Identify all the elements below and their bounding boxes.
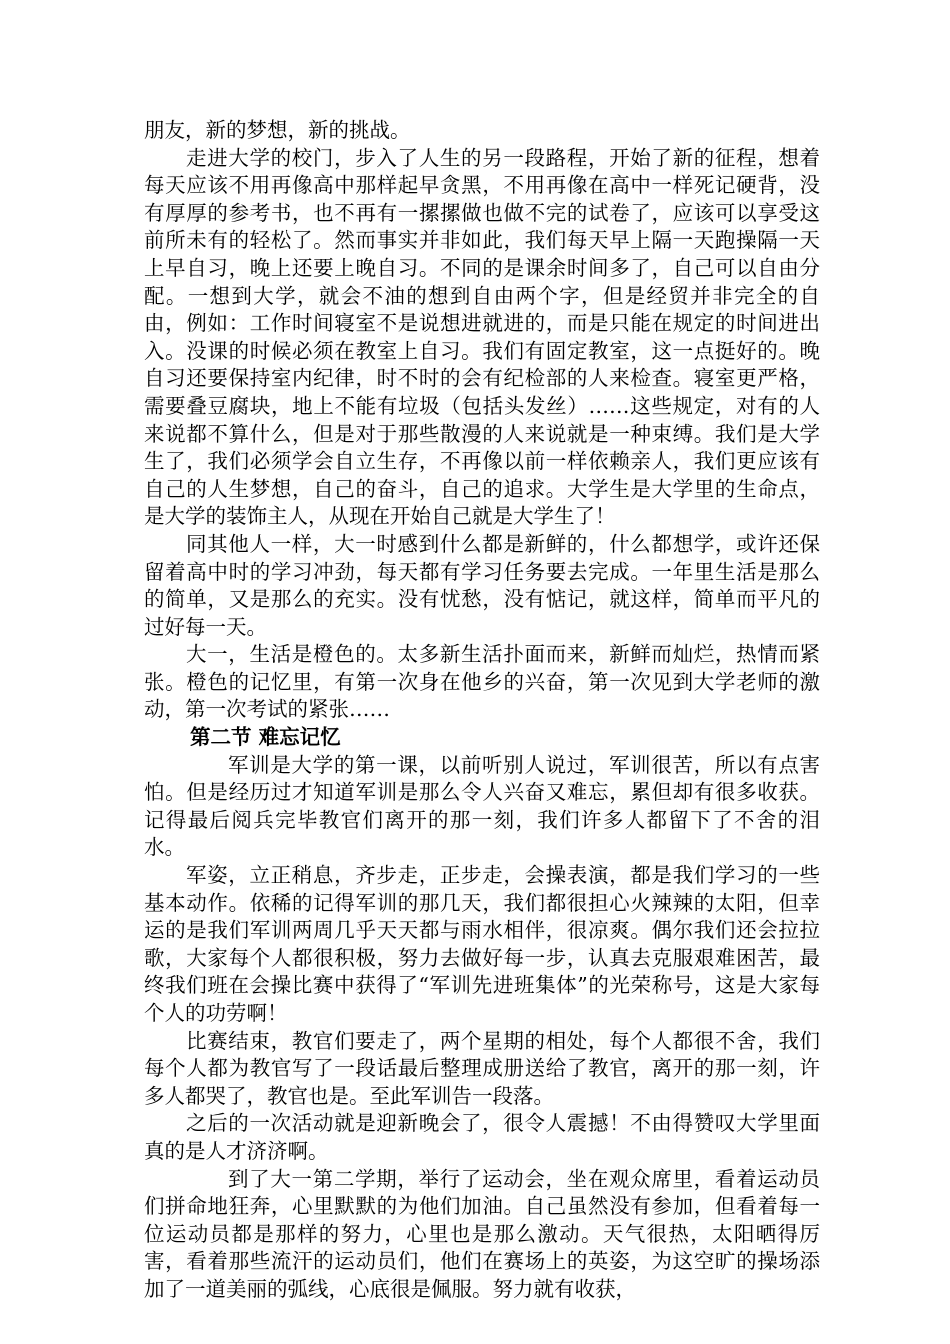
paragraph-drills: 军姿，立正稍息，齐步走，正步走，会操表演，都是我们学习的一些基本动作。依稀的记得军训的那几天，我们都很担心火辣辣的太阳，但幸运的是我们军训两周几乎天天都与雨水相伴，很凉爽。偶尔我们还会拉拉歌，大家每个人都很积极，努力去做好每一步，认真去克服艰难困苦，最终我们班在会操比赛中获得了“军训先进班集体”的光荣称号，这是大家每个人的功劳啊！ bbox=[144, 863, 820, 1025]
document-body bbox=[144, 117, 820, 1304]
paragraph-welcome-party: 之后的一次活动就是迎新晚会了，很令人震撼！不由得赞叹大学里面真的是人才济济啊。 bbox=[144, 1111, 820, 1163]
paragraph-military-training: 军训是大学的第一课，以前听别人说过，军训很苦，所以有点害怕。但是经历过才知道军训是那么令人兴奋又难忘，累但却有很多收获。记得最后阅兵完毕教官们离开的那一刻，我们许多人都留下了不舍的泪水。 bbox=[144, 752, 820, 860]
paragraph-continuation: 朋友，新的梦想，新的挑战。 bbox=[144, 118, 411, 142]
section-heading: 第二节 难忘记忆 bbox=[190, 725, 341, 750]
paragraph-sports-meet: 到了大一第二学期，举行了运动会，坐在观众席里，看着运动员们拼命地狂奔，心里默默的为他们加油。自己虽然没有参加，但看着每一位运动员都是那样的努力，心里也是那么激动。天气很热，太阳晒得厉害，看着那些流汗的运动员们，他们在赛场上的英姿，为这空旷的操场添加了一道美丽的弧线，心底很是佩服。努力就有收获， bbox=[144, 1166, 820, 1301]
paragraph-farewell: 比赛结束，教官们要走了，两个星期的相处，每个人都很不舍，我们每个人都为教官写了一段话最后整理成册送给了教官，离开的那一刻，许多人都哭了，教官也是。至此军训告一段落。 bbox=[144, 1028, 820, 1108]
paragraph-orange-life: 大一，生活是橙色的。太多新生活扑面而来，新鲜而灿烂，热情而紧张。橙色的记忆里，有第一次身在他乡的兴奋，第一次见到大学老师的激动，第一次考试的紧张…… bbox=[144, 642, 820, 722]
paragraph-freshman-year: 同其他人一样，大一时感到什么都是新鲜的，什么都想学，或许还保留着高中时的学习冲劲，每天都有学习任务要去完成。一年里生活是那么的简单，又是那么的充实。没有忧愁，没有惦记，就这样，简单而平凡的过好每一天。 bbox=[144, 531, 820, 639]
paragraph-campus-life: 走进大学的校门，步入了人生的另一段路程，开始了新的征程，想着每天应该不用再像高中那样起早贪黑，不用再像在高中一样死记硬背，没有厚厚的参考书，也不再有一摞摞做也做不完的试卷了，应该可以享受这前所未有的轻松了。然而事实并非如此，我们每天早上隔一天跑操隔一天上早自习，晚上还要上晚自习。不同的是课余时间多了，自己可以自由分配。一想到大学，就会不油的想到自由两个字，但是经贸并非完全的自由，例如：工作时间寝室不是说想进就进的，而是只能在规定的时间进出入。没课的时候必须在教室上自习。我们有固定教室，这一点挺好的。晚自习还要保持室内纪律，时不时的会有纪检部的人来检查。寝室更严格，需要叠豆腐块，地上不能有垃圾（包括头发丝）……这些规定，对有的人来说都不算什么，但是对于那些散漫的人来说就是一种束缚。我们是大学生了，我们必须学会自立生存，不再像以前一样依赖亲人，我们更应该有自己的人生梦想，自己的奋斗，自己的追求。大学生是大学里的生命点，是大学的装饰主人，从现在开始自己就是大学生了！ bbox=[144, 145, 820, 529]
